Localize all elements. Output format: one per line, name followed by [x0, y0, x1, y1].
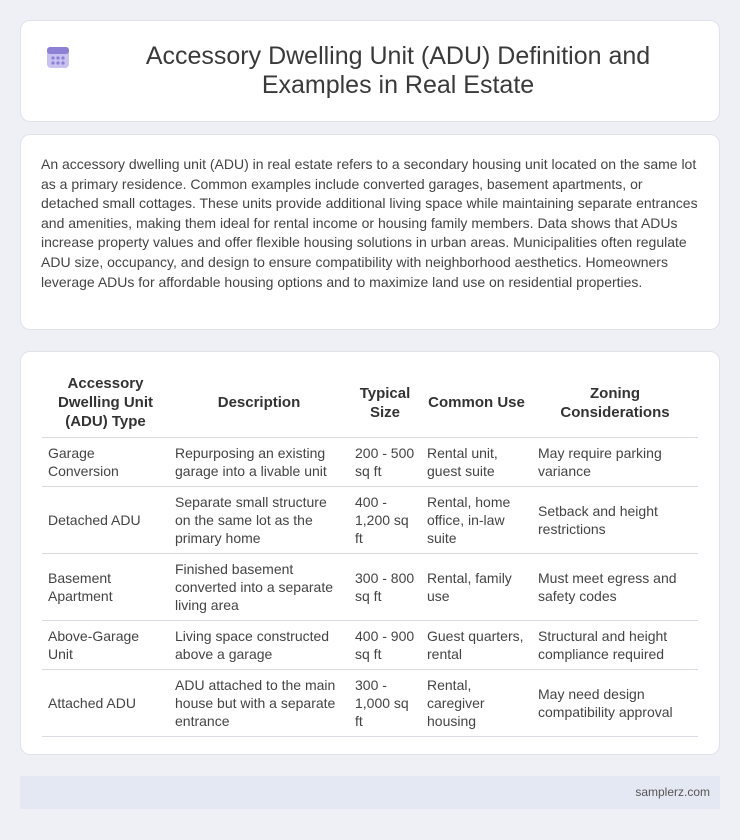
cell-type: Basement Apartment: [42, 554, 169, 621]
cell-type: Above-Garage Unit: [42, 621, 169, 670]
cell-description: Finished basement converted into a separate living area: [169, 554, 349, 621]
intro-paragraph: An accessory dwelling unit (ADU) in real estate refers to a secondary housing unit located on the same lot as a primary residence. Common examples include converted garages, basement apartments, or detached small cottages. These units provide additional living space while maintaining separate entrances and amenities, making them ideal for rental income or housing family members. Data shows that ADUs increase property values and offer flexible housing solutions in urban areas. Municipalities often regulate ADU size, occupancy, and design to ensure compatibility with neighborhood aesthetics. Homeowners leverage ADUs for affordable housing options and to maximize land use on residential properties.: [41, 156, 698, 290]
cell-description: ADU attached to the main house but with a separate entrance: [169, 670, 349, 737]
cell-use: Rental, family use: [421, 554, 532, 621]
column-header-type: Accessory Dwelling Unit (ADU) Type: [42, 372, 169, 438]
cell-type: Detached ADU: [42, 487, 169, 554]
cell-size: 400 - 1,200 sq ft: [349, 487, 421, 554]
header-card: [20, 20, 720, 122]
footer-site-link[interactable]: samplerz.com: [635, 785, 710, 799]
cell-description: Living space constructed above a garage: [169, 621, 349, 670]
cell-use: Rental, home office, in-law suite: [421, 487, 532, 554]
intro-card: [20, 134, 720, 330]
cell-description: Separate small structure on the same lot as the primary home: [169, 487, 349, 554]
column-header-zoning: Zoning Considerations: [532, 372, 698, 438]
table-row: [42, 487, 698, 554]
cell-use: Rental unit, guest suite: [421, 438, 532, 487]
cell-size: 300 - 1,000 sq ft: [349, 670, 421, 737]
cell-use: Rental, caregiver housing: [421, 670, 532, 737]
table-header-row: [42, 372, 698, 438]
cell-zoning: Setback and height restrictions: [532, 487, 698, 554]
cell-zoning: May require parking variance: [532, 438, 698, 487]
table-row: [42, 554, 698, 621]
cell-size: 400 - 900 sq ft: [349, 621, 421, 670]
cell-type: Garage Conversion: [42, 438, 169, 487]
cell-description: Repurposing an existing garage into a livable unit: [169, 438, 349, 487]
cell-size: 200 - 500 sq ft: [349, 438, 421, 487]
calendar-icon: [45, 44, 71, 70]
table-row: [42, 438, 698, 487]
footer: [20, 776, 720, 809]
column-header-size: Typical Size: [349, 372, 421, 438]
cell-use: Guest quarters, rental: [421, 621, 532, 670]
column-header-use: Common Use: [421, 372, 532, 438]
adu-table: [42, 372, 698, 737]
column-header-description: Description: [169, 372, 349, 438]
table-row: [42, 670, 698, 737]
page-title: Accessory Dwelling Unit (ADU) Definition and Examples in Real Estate: [145, 42, 651, 99]
cell-zoning: Structural and height compliance required: [532, 621, 698, 670]
cell-size: 300 - 800 sq ft: [349, 554, 421, 621]
cell-zoning: Must meet egress and safety codes: [532, 554, 698, 621]
cell-zoning: May need design compatibility approval: [532, 670, 698, 737]
header: [21, 21, 719, 121]
cell-type: Attached ADU: [42, 670, 169, 737]
table-card: [20, 351, 720, 755]
table-row: [42, 621, 698, 670]
